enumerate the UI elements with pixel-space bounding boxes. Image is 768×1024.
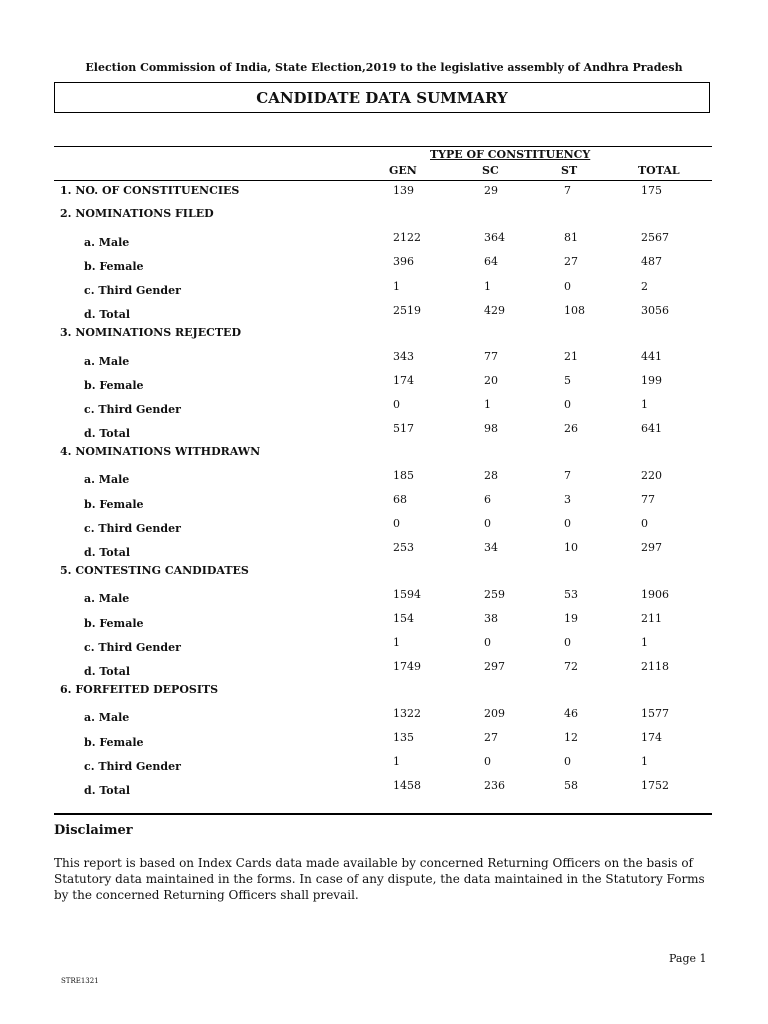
table-row-sublabel: a. Male — [84, 236, 130, 249]
table-cell-total: 220 — [641, 469, 662, 482]
table-row-sublabel: c. Third Gender — [84, 403, 181, 416]
table-cell-sc: 28 — [484, 469, 498, 482]
table-cell-st: 0 — [564, 636, 571, 649]
table-row-sublabel: d. Total — [84, 546, 130, 559]
report-code: STRE1321 — [61, 977, 99, 985]
table-cell-st: 53 — [564, 588, 578, 601]
column-header-st: ST — [561, 164, 578, 177]
table-row-sublabel: a. Male — [84, 711, 130, 724]
table-cell-gen: 174 — [393, 374, 414, 387]
table-cell-gen: 1 — [393, 636, 400, 649]
table-cell-sc: 1 — [484, 398, 491, 411]
table-row-sublabel: b. Female — [84, 379, 144, 392]
table-cell-sc: 0 — [484, 517, 491, 530]
disclaimer-heading: Disclaimer — [54, 823, 133, 838]
table-cell-st: 3 — [564, 493, 571, 506]
table-row-sublabel: c. Third Gender — [84, 760, 181, 773]
table-cell-st: 58 — [564, 779, 578, 792]
table-row-section-label: 4. NOMINATIONS WITHDRAWN — [60, 445, 261, 458]
table-row-sublabel: d. Total — [84, 784, 130, 797]
table-cell-gen: 253 — [393, 541, 414, 554]
table-row-sublabel: a. Male — [84, 473, 130, 486]
table-cell-gen: 2122 — [393, 231, 421, 244]
constituency-type-header: TYPE OF CONSTITUENCY — [430, 148, 591, 161]
table-cell-total: 211 — [641, 612, 662, 625]
table-cell-sc: 29 — [484, 184, 498, 197]
table-row-sublabel: c. Third Gender — [84, 641, 181, 654]
table-cell-total: 1 — [641, 636, 648, 649]
table-cell-sc: 64 — [484, 255, 498, 268]
table-cell-total: 199 — [641, 374, 662, 387]
table-cell-st: 0 — [564, 755, 571, 768]
table-cell-gen: 135 — [393, 731, 414, 744]
table-cell-sc: 38 — [484, 612, 498, 625]
disclaimer-text: This report is based on Index Cards data made available by concerned Returning Officers on the basis of Statutory data maintained in the forms. In case of any dispute, the data maintained in the Statutory Forms by the concerned Returning Officers shall prevail. — [54, 856, 705, 902]
table-row-section-label: 3. NOMINATIONS REJECTED — [60, 326, 241, 339]
table-cell-total: 1906 — [641, 588, 669, 601]
page-number: Page 1 — [669, 952, 707, 965]
table-cell-st: 5 — [564, 374, 571, 387]
table-row-sublabel: a. Male — [84, 592, 130, 605]
table-row-section-label: 1. NO. OF CONSTITUENCIES — [60, 184, 240, 197]
table-cell-sc: 27 — [484, 731, 498, 744]
table-cell-total: 1752 — [641, 779, 669, 792]
table-cell-gen: 1594 — [393, 588, 421, 601]
table-header-rule — [54, 180, 712, 181]
table-cell-total: 2 — [641, 280, 648, 293]
table-cell-sc: 34 — [484, 541, 498, 554]
column-header-gen: GEN — [389, 164, 417, 177]
table-cell-gen: 517 — [393, 422, 414, 435]
report-header-line: Election Commission of India, State Election,2019 to the legislative assembly of Andhra Pradesh — [85, 61, 683, 74]
table-cell-st: 19 — [564, 612, 578, 625]
table-cell-st: 10 — [564, 541, 578, 554]
table-row-section-label: 2. NOMINATIONS FILED — [60, 207, 214, 220]
table-cell-total: 0 — [641, 517, 648, 530]
table-cell-st: 26 — [564, 422, 578, 435]
table-cell-sc: 297 — [484, 660, 505, 673]
table-cell-st: 7 — [564, 184, 571, 197]
table-row-sublabel: b. Female — [84, 736, 144, 749]
table-cell-total: 1 — [641, 398, 648, 411]
table-cell-total: 641 — [641, 422, 662, 435]
table-cell-total: 77 — [641, 493, 655, 506]
table-row-sublabel: c. Third Gender — [84, 284, 181, 297]
table-row-sublabel: c. Third Gender — [84, 522, 181, 535]
table-cell-gen: 68 — [393, 493, 407, 506]
table-cell-gen: 0 — [393, 398, 400, 411]
table-cell-sc: 209 — [484, 707, 505, 720]
table-cell-sc: 0 — [484, 636, 491, 649]
column-header-total: TOTAL — [638, 164, 680, 177]
table-cell-total: 1 — [641, 755, 648, 768]
table-cell-st: 72 — [564, 660, 578, 673]
page-title: CANDIDATE DATA SUMMARY — [54, 82, 710, 113]
table-cell-gen: 0 — [393, 517, 400, 530]
table-cell-st: 0 — [564, 517, 571, 530]
table-cell-gen: 154 — [393, 612, 414, 625]
table-cell-gen: 1322 — [393, 707, 421, 720]
table-cell-sc: 429 — [484, 304, 505, 317]
table-cell-st: 108 — [564, 304, 585, 317]
table-row-sublabel: a. Male — [84, 355, 130, 368]
table-cell-total: 487 — [641, 255, 662, 268]
table-cell-gen: 343 — [393, 350, 414, 363]
table-bottom-rule — [54, 813, 712, 815]
table-cell-total: 174 — [641, 731, 662, 744]
table-cell-gen: 185 — [393, 469, 414, 482]
table-cell-st: 81 — [564, 231, 578, 244]
table-cell-gen: 139 — [393, 184, 414, 197]
table-cell-sc: 259 — [484, 588, 505, 601]
table-row-section-label: 6. FORFEITED DEPOSITS — [60, 683, 219, 696]
table-cell-sc: 20 — [484, 374, 498, 387]
table-cell-sc: 0 — [484, 755, 491, 768]
table-row-sublabel: b. Female — [84, 260, 144, 273]
table-cell-gen: 2519 — [393, 304, 421, 317]
table-cell-gen: 1749 — [393, 660, 421, 673]
table-row-sublabel: d. Total — [84, 427, 130, 440]
table-cell-total: 2567 — [641, 231, 669, 244]
table-cell-st: 46 — [564, 707, 578, 720]
table-cell-total: 175 — [641, 184, 662, 197]
table-row-sublabel: b. Female — [84, 617, 144, 630]
table-cell-total: 2118 — [641, 660, 669, 673]
table-cell-gen: 1 — [393, 280, 400, 293]
table-cell-st: 12 — [564, 731, 578, 744]
table-cell-st: 27 — [564, 255, 578, 268]
table-cell-total: 441 — [641, 350, 662, 363]
table-cell-sc: 98 — [484, 422, 498, 435]
table-cell-sc: 236 — [484, 779, 505, 792]
table-cell-st: 7 — [564, 469, 571, 482]
table-top-rule — [54, 146, 712, 147]
column-header-sc: SC — [482, 164, 499, 177]
table-cell-total: 3056 — [641, 304, 669, 317]
table-cell-total: 297 — [641, 541, 662, 554]
table-cell-sc: 364 — [484, 231, 505, 244]
table-row-section-label: 5. CONTESTING CANDIDATES — [60, 564, 249, 577]
table-cell-st: 0 — [564, 398, 571, 411]
table-cell-sc: 77 — [484, 350, 498, 363]
table-cell-sc: 6 — [484, 493, 491, 506]
table-cell-total: 1577 — [641, 707, 669, 720]
table-cell-gen: 1 — [393, 755, 400, 768]
table-cell-sc: 1 — [484, 280, 491, 293]
table-cell-gen: 1458 — [393, 779, 421, 792]
table-cell-st: 21 — [564, 350, 578, 363]
table-row-sublabel: d. Total — [84, 665, 130, 678]
table-cell-gen: 396 — [393, 255, 414, 268]
table-row-sublabel: d. Total — [84, 308, 130, 321]
table-cell-st: 0 — [564, 280, 571, 293]
table-row-sublabel: b. Female — [84, 498, 144, 511]
